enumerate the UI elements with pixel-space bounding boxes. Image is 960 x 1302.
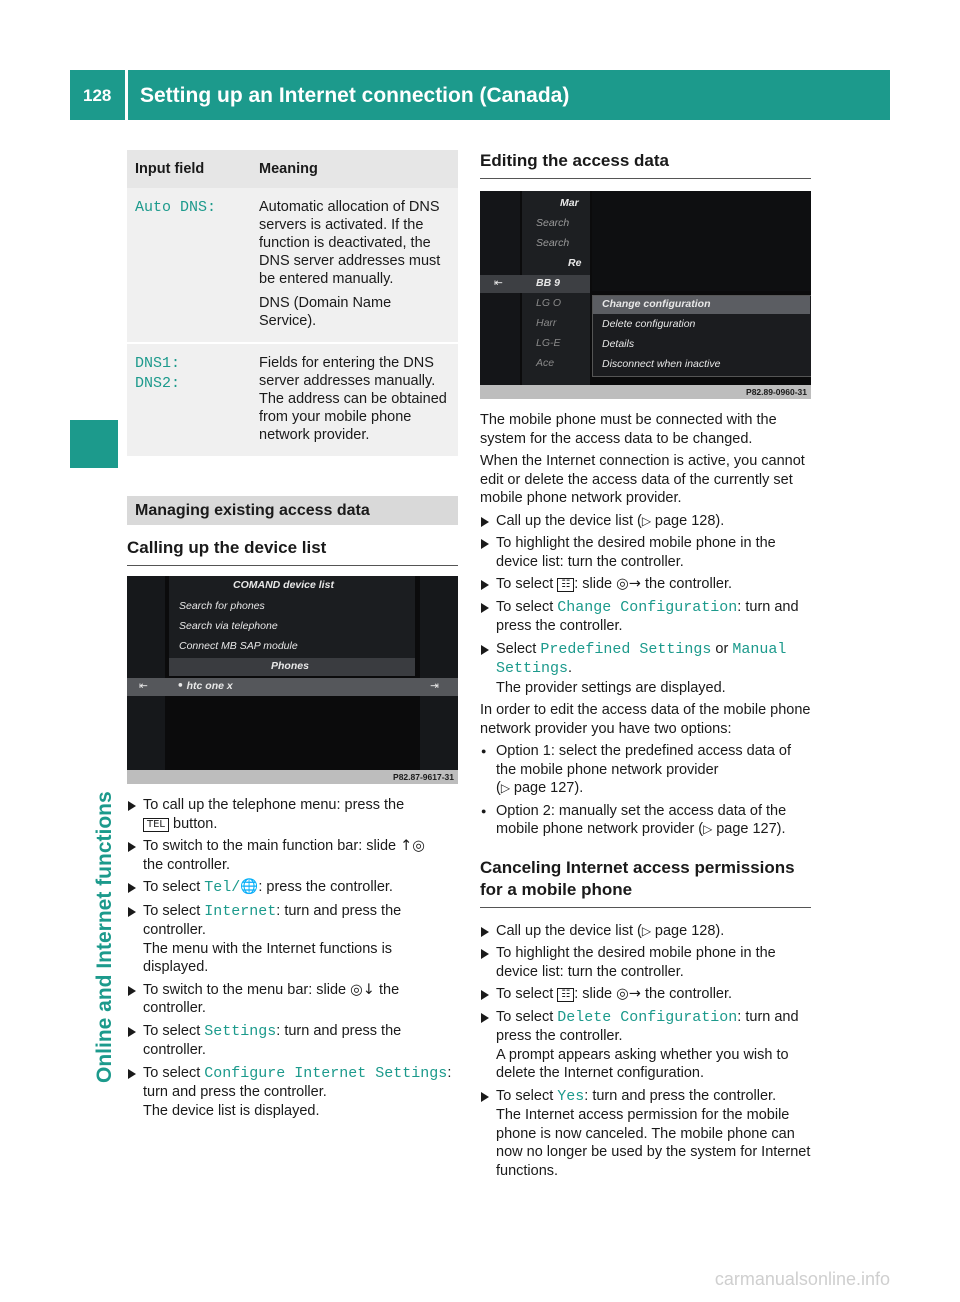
step-text: To select [496,1087,554,1104]
table-header-row [127,150,458,188]
step-text: To highlight the desired mobile phone in the device list: turn the controller. [496,945,776,980]
menu-code: Delete Configuration [557,1008,738,1026]
screen-side-item: Search [536,217,570,229]
screen-menu-item: Disconnect when inactive [602,358,721,370]
controller-slide-up-icon: ↑◎ [400,838,425,854]
list-item [480,802,811,839]
controller-slide-down-icon: ◎↓ [350,981,375,998]
step-text: Select [496,640,537,657]
table-row [127,188,458,343]
device-list-screenshot [127,576,458,784]
list-item [127,837,458,874]
step-text: To switch to the main function bar: slide [143,838,397,854]
option-text: Option 1: select the predefined access data of the mobile phone network provider [496,743,792,778]
list-item [480,512,811,531]
controller-slide-right-icon: ◎→ [616,576,641,592]
option-text: page 127). [513,780,584,796]
screen-menu-item: Search via telephone [179,620,278,632]
table-cell-meaning [251,188,458,343]
screen-right-panel [420,576,458,770]
step-text: Call up the device list ( [496,922,642,939]
screen-menu-item: Details [602,338,635,350]
option-text: Option 2: manually set the access data of the mobile phone network provider ( [496,802,787,837]
step-text: the controller. [143,981,400,1016]
page-number: 128 [83,86,112,105]
screen-side-item: Ace [536,357,555,369]
menu-code: Internet [204,902,277,920]
screen-side-item: LG-E [536,337,561,349]
step-text: : press the controller. [258,879,393,895]
meaning-text: Automatic allocation of DNS servers is activated. If the function is deactivated, the DNS server addresses must be entered manually. [259,199,441,287]
step-text: The Internet access permission for the mobile phone is now canceled. The mobile phone can now no longer be used by the system for Internet functions. [496,1107,811,1179]
table-cell-meaning [251,343,458,456]
option-list [480,742,811,839]
step-text: To select [496,576,554,592]
left-column [127,150,458,1124]
table-header-meaning: Meaning [251,150,458,188]
step-text: A prompt appears asking whether you wish to delete the Internet configuration. [496,1046,789,1081]
step-text: : turn and press the controller. [496,1008,799,1044]
screen-side-item: BB 9 [536,277,560,289]
body-paragraph: When the Internet connection is active, you cannot edit or delete the access data of the currently set mobile phone network provider. [480,453,805,506]
step-text: To select [143,902,201,919]
list-item [480,1087,811,1181]
right-column [480,150,811,1184]
body-paragraph: The mobile phone must be connected with the system for the access data to be changed. [480,412,777,447]
access-data-screenshot [480,191,811,399]
step-text: turn and press the controller. [143,1084,327,1100]
meaning-text: DNS (Domain Name Service). [259,295,392,329]
screen-blank-area [592,191,811,291]
section-heading: Canceling Internet access permissions for a mobile phone [480,857,811,908]
screen-left-panel [127,576,165,770]
list-item [480,598,811,636]
list-item [127,796,458,833]
screen-side-item: LG O [536,297,562,309]
list-item: ● Option 1: select the predefined access data of the mobile phone network provider (▷ page 127). [480,742,811,798]
list-item [127,878,458,898]
page-ref-arrow-icon: ▷ [641,923,655,938]
edit-step-list [480,512,811,698]
screen-side-item: Harr [536,317,557,329]
step-text: : turn and press the controller. [496,598,799,634]
step-text: : turn and press the controller. [143,902,402,938]
step-text: : slide [574,576,613,592]
step-text: The device list is displayed. [143,1102,320,1119]
step-text: To select [143,1022,201,1039]
subheading: Calling up the device list [127,537,458,566]
section-title: Managing existing access data [127,496,458,525]
option-text: page 127). [716,821,786,837]
list-item [480,640,811,698]
phone-options-icon: ☷ [557,988,574,1002]
back-arrow-icon: ⇤ [494,277,503,289]
step-text: To select [496,598,554,615]
side-chapter-label: Online and Internet functions [93,791,116,1083]
screen-code: P82.87-9617-31 [393,772,454,782]
section-heading: Editing the access data [480,150,811,179]
step-text: To select [496,986,554,1002]
cancel-step-list [480,922,811,1181]
globe-icon: 🌐 [240,879,259,895]
step-text: button. [173,815,218,832]
list-item [480,985,811,1004]
phone-options-icon: ☷ [557,578,574,592]
input-field-table [127,150,458,456]
screen-code: P82.89-0960-31 [746,387,807,397]
table-header-field: Input field [127,150,251,188]
field-code: Auto DNS: [135,199,217,216]
meaning-text: Fields for entering the DNS server addresses manually. The address can be obtained from your mobile phone network provider. [259,355,447,443]
list-item [480,944,811,981]
field-code: DNS2: [135,375,181,392]
step-text: : [447,1064,452,1081]
page-ref-arrow-icon: ▷ [703,822,717,836]
page-ref-arrow-icon: ▷ [641,513,655,528]
list-item [127,1022,458,1060]
screen-menu-item: Change configuration [602,298,711,310]
list-item [127,1064,458,1121]
screen-menu-item: Search for phones [179,600,265,612]
side-tab-marker [70,420,118,468]
step-text: The provider settings are displayed. [496,679,726,696]
list-item [480,575,811,594]
step-text: The menu with the Internet functions is displayed. [143,940,393,975]
step-text: To select [143,1064,201,1081]
table-cell-field [127,188,251,343]
list-item [480,534,811,571]
screen-menu-item: Delete configuration [602,318,696,330]
menu-code: Manual Settings [496,640,787,677]
page-title: Setting up an Internet connection (Canada) [140,84,570,107]
step-text: page 128). [654,922,725,939]
selected-device-label: htc one x [186,680,233,692]
step-text: : turn and press the controller. [143,1022,402,1058]
step-text: Call up the device list ( [496,512,642,529]
screen-menu-item: Connect MB SAP module [179,640,298,652]
step-text: To select [143,879,201,895]
step-text: the controller. [143,856,231,873]
screen-side-item: Search [536,237,570,249]
field-code: DNS1: [135,355,181,372]
table-cell-field [127,343,251,456]
step-text: To call up the telephone menu: press the [143,797,405,813]
menu-code: Settings [204,1022,277,1040]
screen-phones-label: Phones [271,660,309,672]
screen-title: COMAND device list [233,579,334,591]
body-paragraph: In order to edit the access data of the mobile phone network provider you have two options: [480,702,811,737]
step-text: : turn and press the controller. [584,1087,777,1104]
bullet-dot-icon: • [177,680,184,692]
step-text: or [715,640,729,657]
step-text: To highlight the desired mobile phone in the device list: turn the controller. [496,535,776,570]
screen-side-item: Re [568,257,582,269]
forward-arrow-icon: ⇥ [430,680,439,692]
menu-code: Predefined Settings [540,640,712,658]
step-text: To select [496,1008,554,1025]
step-text: the controller. [645,576,733,592]
left-step-list [127,796,458,1120]
menu-code: Yes [557,1087,585,1105]
controller-slide-right-icon: ◎→ [616,986,641,1002]
step-text: : slide [574,986,613,1002]
watermark: carmanualsonline.info [714,1269,890,1289]
step-text: page 128). [654,512,725,529]
page-ref-arrow-icon: ▷ [500,781,514,795]
step-text: the controller. [645,986,733,1002]
screen-selected-device [177,680,233,692]
step-text: . [568,660,573,676]
table-row [127,343,458,456]
tel-key-icon: TEL [143,818,169,832]
menu-code: Change Configuration [557,598,738,616]
list-item [480,922,811,941]
menu-code: Tel/ [204,879,241,896]
step-text: To switch to the menu bar: slide [143,981,347,998]
screen-side-item: Mar [560,197,579,209]
header-divider [125,70,128,120]
menu-code: Configure Internet Settings [204,1064,448,1082]
list-item [480,1008,811,1083]
list-item [127,981,458,1018]
list-item [127,902,458,977]
back-arrow-icon: ⇤ [139,680,148,692]
